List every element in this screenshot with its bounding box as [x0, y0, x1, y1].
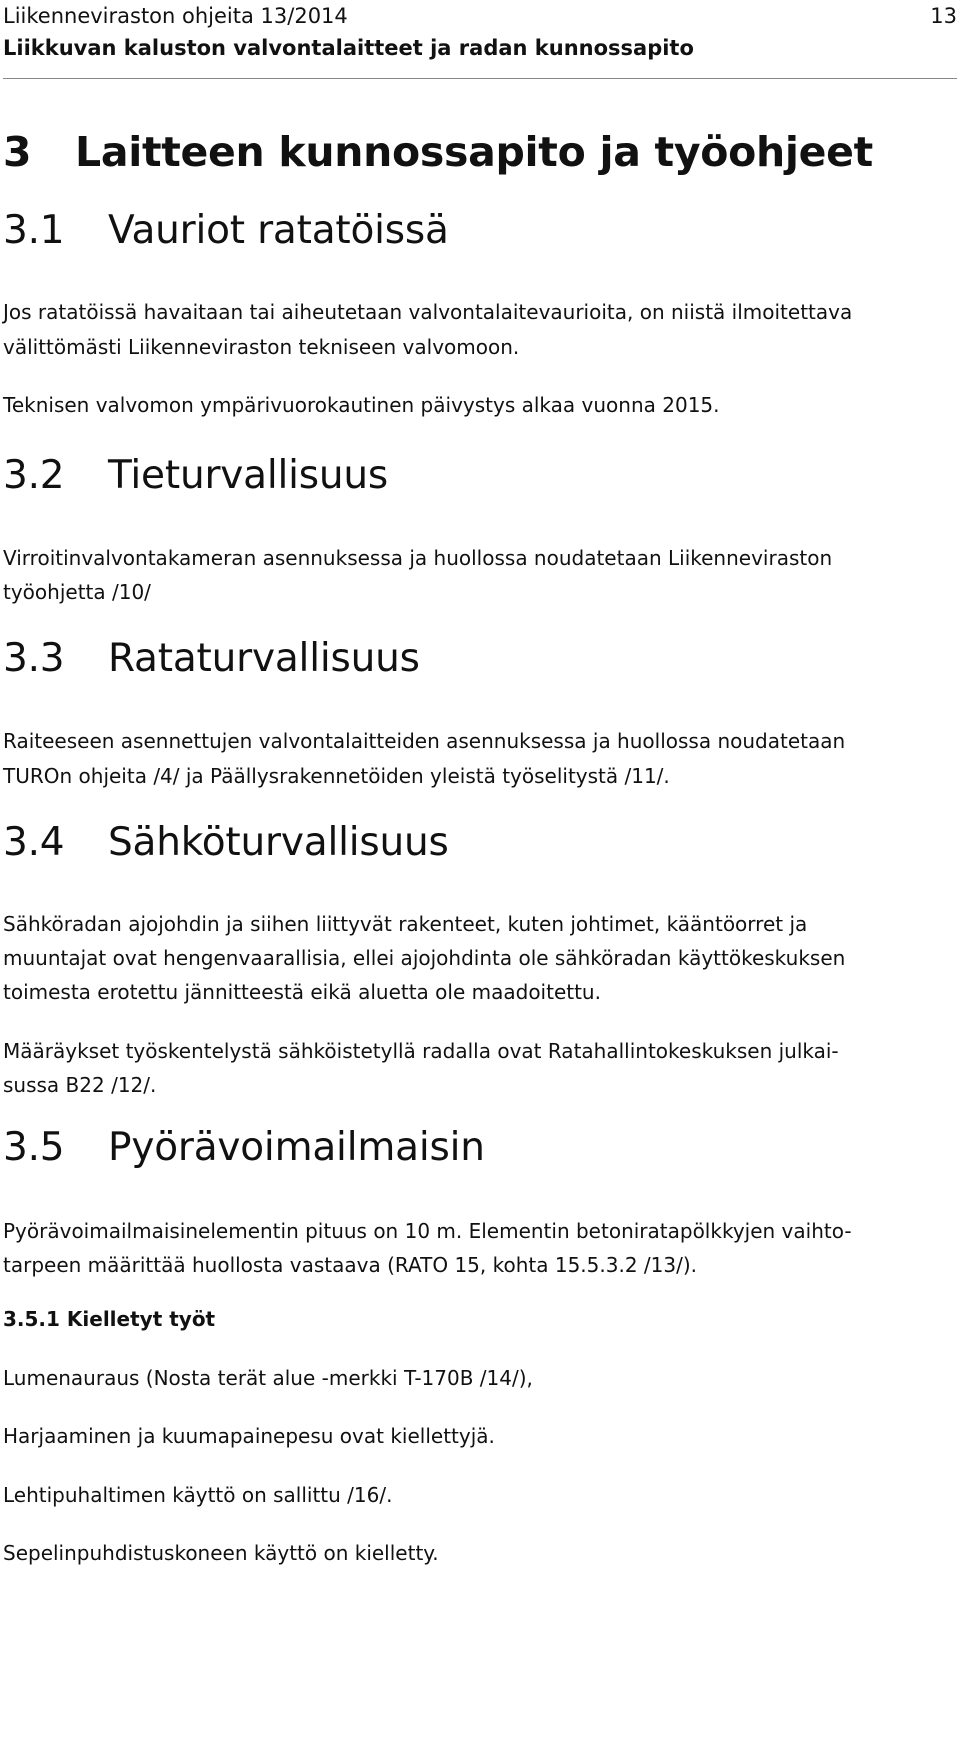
section-title: Vauriot ratatöissä [108, 208, 449, 253]
section-number: 3.3 [3, 636, 65, 681]
paragraph-line: Virroitinvalvontakameran asennuksessa ja huollossa noudatetaan Liikenneviraston [3, 546, 833, 570]
section-title: Rataturvallisuus [108, 636, 420, 681]
paragraph-line: tarpeen määrittää huollosta vastaava (RATO 15, kohta 15.5.3.2 /13/). [3, 1253, 697, 1277]
section-title: Sähköturvallisuus [108, 820, 449, 865]
paragraph-line: sussa B22 /12/. [3, 1073, 157, 1097]
paragraph-line: toimesta erotettu jännitteestä eikä aluetta ole maadoitettu. [3, 980, 601, 1004]
list-item: Lumenauraus (Nosta terät alue -merkki T-170B /14/), [3, 1366, 533, 1390]
section-number: 3.2 [3, 453, 65, 498]
section-number: 3.5 [3, 1125, 65, 1170]
section-heading-3-1 [3, 208, 449, 253]
paragraph-line: TUROn ohjeita /4/ ja Päällysrakennetöiden yleistä työselitystä /11/. [3, 764, 670, 788]
list-item: Sepelinpuhdistuskoneen käyttö on kielletty. [3, 1541, 439, 1565]
paragraph-line: Sähköradan ajojohdin ja siihen liittyvät rakenteet, kuten johtimet, kääntöorret ja [3, 912, 808, 936]
section-title: Tieturvallisuus [108, 453, 389, 498]
section-number: 3.1 [3, 208, 65, 253]
paragraph-line: työohjetta /10/ [3, 580, 151, 604]
page-number: 13 [930, 4, 957, 28]
paragraph-line: Pyörävoimailmaisinelementin pituus on 10 m. Elementin betoniratapölkkyjen vaihto- [3, 1219, 852, 1243]
chapter-number: 3 [3, 128, 32, 176]
subsection-heading-3-5-1: 3.5.1 Kielletyt työt [3, 1307, 216, 1331]
section-heading-3-4 [3, 820, 449, 865]
section-number: 3.4 [3, 820, 65, 865]
chapter-heading [3, 128, 873, 176]
chapter-title: Laitteen kunnossapito ja työohjeet [75, 128, 873, 176]
paragraph-line: Määräykset työskentelystä sähköistetyllä radalla ovat Ratahallintokeskuksen julkai- [3, 1039, 839, 1063]
list-item: Lehtipuhaltimen käyttö on sallittu /16/. [3, 1483, 393, 1507]
header-divider [3, 78, 957, 79]
list-item: Harjaaminen ja kuumapainepesu ovat kiellettyjä. [3, 1424, 495, 1448]
section-title: Pyörävoimailmaisin [108, 1125, 485, 1170]
section-heading-3-2 [3, 453, 388, 498]
section-heading-3-5 [3, 1125, 485, 1170]
section-heading-3-3 [3, 636, 420, 681]
paragraph-line: Teknisen valvomon ympärivuorokautinen päivystys alkaa vuonna 2015. [3, 393, 720, 417]
paragraph-line: Raiteeseen asennettujen valvontalaitteiden asennuksessa ja huollossa noudatetaan [3, 729, 846, 753]
paragraph-line: välittömästi Liikenneviraston tekniseen valvomoon. [3, 335, 520, 359]
paragraph-line: muuntajat ovat hengenvaarallisia, ellei ajojohdinta ole sähköradan käyttökeskuksen [3, 946, 846, 970]
header-title: Liikenneviraston ohjeita 13/2014 [3, 4, 348, 28]
header-subtitle: Liikkuvan kaluston valvontalaitteet ja radan kunnossapito [3, 36, 694, 60]
paragraph-line: Jos ratatöissä havaitaan tai aiheutetaan valvontalaitevaurioita, on niistä ilmoitettava [3, 300, 853, 324]
